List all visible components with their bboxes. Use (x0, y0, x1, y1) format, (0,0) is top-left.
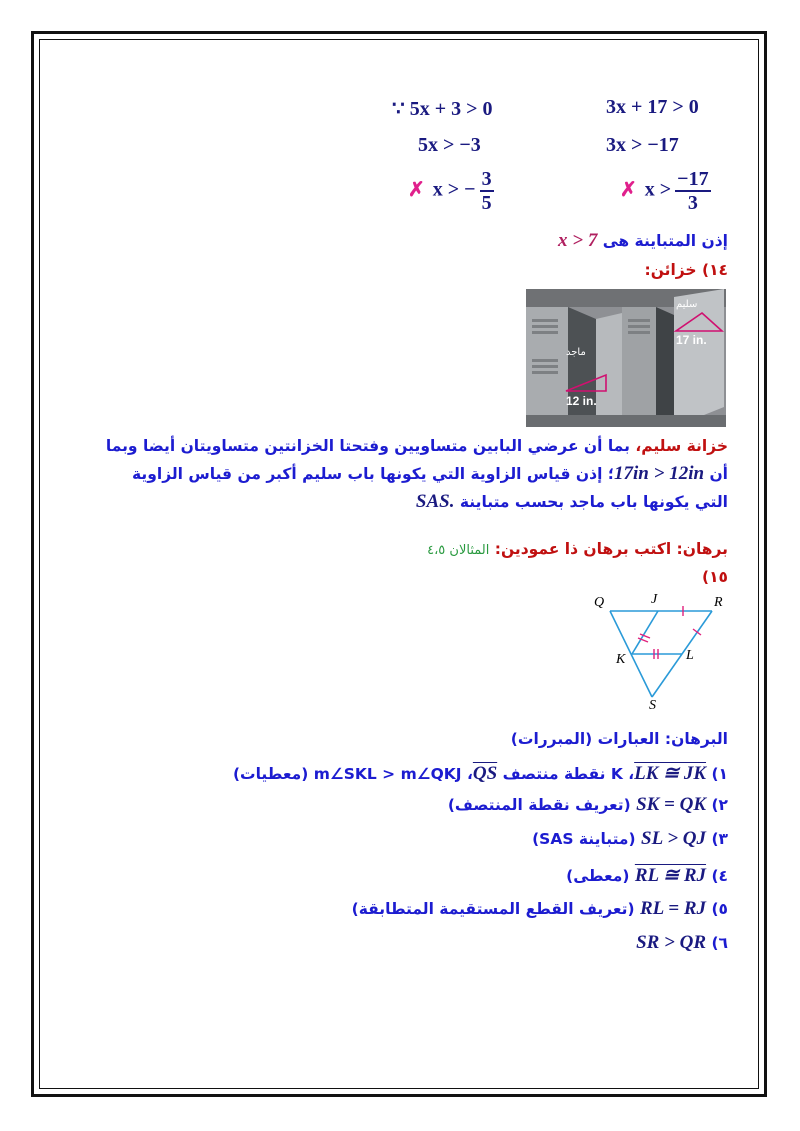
math-line-right-3: ✗ x > $\frac{-17}{3}$ (620, 168, 709, 214)
q14-heading: ١٤) خزائن: (644, 261, 728, 279)
cross-icon: ✗ (408, 178, 425, 201)
proof-statement-5: ٥) RL = RJ (تعريف القطع المستقيمة المتطابقة) (351, 898, 728, 919)
math-line-right-2: 3x > −17 (606, 134, 679, 156)
math-line-right-1: 3x + 17 > 0 (606, 96, 699, 118)
fraction: $\frac{3}{5}$ (481, 168, 492, 214)
label-salim: سليم (676, 299, 698, 310)
proof-statement-3: ٣) SL > QJ (متباينة SAS) (532, 828, 728, 849)
point-r: R (714, 595, 723, 610)
math-line-left-3: ✗ x > − $\frac{3}{5}$ (408, 168, 492, 214)
point-k: K (616, 652, 626, 667)
length-majid: 12 in. (566, 394, 597, 408)
cross-icon: ✗ (620, 178, 637, 201)
length-salim: 17 in. (676, 333, 707, 347)
q14-explanation: خزانة سليم، بما أن عرضي البابين متساويين وفتحتا الخزانتين متساويتان أيضا وبما أن 17in > 12in؛ إذن قياس الزاوية التي يكونها باب سليم أكبر من قياس الزاوية التي يكونها باب ماجد بحسب متباينة SAS. (105, 437, 728, 512)
point-q: Q (594, 595, 605, 610)
conclusion-line: إذن المتباينة هى x > 7 (558, 230, 728, 251)
proof-statement-4: ٤) RL ≅ RJ (معطى) (566, 865, 728, 886)
proof-statement-1: ١) LK ≅ JK، K نقطة منتصف $\overline{QS}،$ m∠SKL > m∠QKJ (معطيات) (232, 763, 728, 784)
fraction: $\frac{-17}{3}$ (677, 168, 709, 214)
proof-statement-6: ٦) SR > QR (636, 932, 728, 953)
math-line-left-1: ∵ 5x + 3 > 0 (392, 98, 493, 120)
math-line-left-2: 5x > −3 (418, 134, 481, 156)
proof-statement-2: ٢) SK = QK (تعريف نقطة المنتصف) (447, 794, 728, 815)
lockers-photo (526, 289, 726, 427)
proof-title: البرهان: العبارات (المبررات) (510, 730, 728, 748)
q15-label: ١٥) (701, 568, 728, 586)
point-j: J (651, 592, 658, 607)
label-majid: ماجد (566, 347, 586, 358)
triangle-figure (588, 594, 728, 712)
proof-instruction: برهان: اكتب برهان ذا عمودين: المثالان ٤،٥ (427, 540, 728, 558)
point-s: S (649, 698, 656, 713)
point-l: L (686, 648, 694, 663)
